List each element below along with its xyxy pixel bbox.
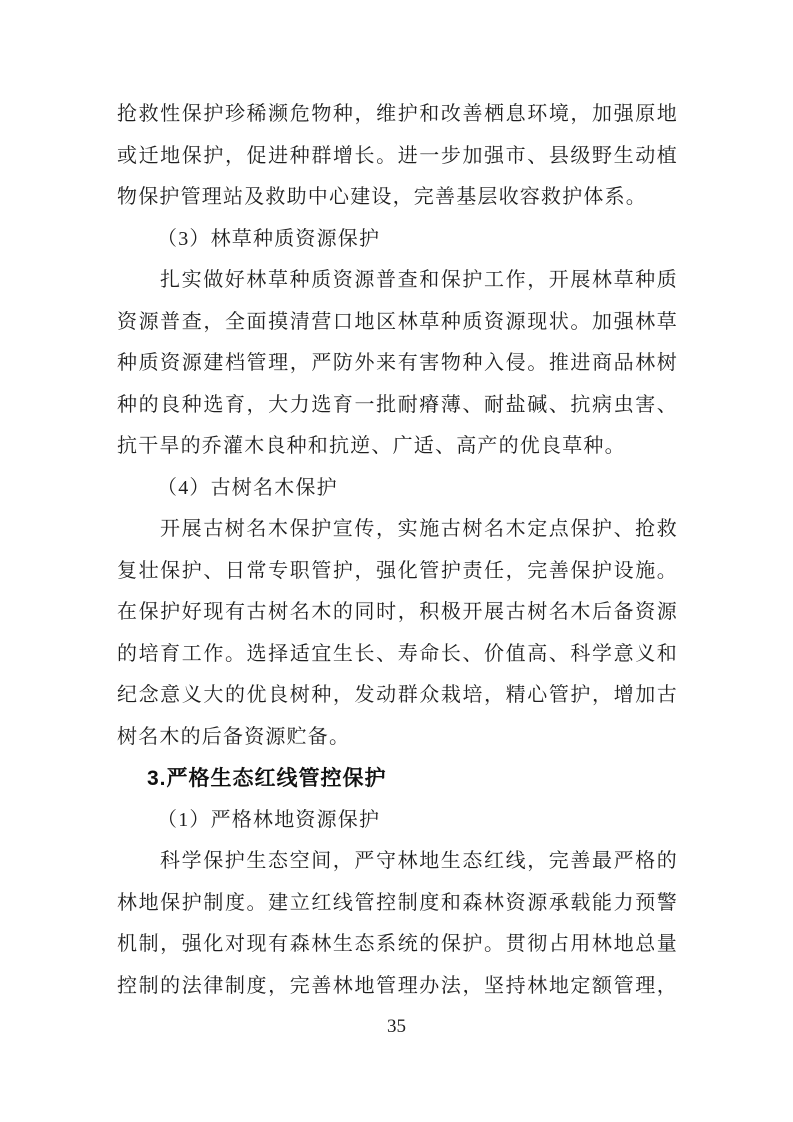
text-line-15: 纪念意义大的优良树种，发动群众栽培，精心管护，增加古	[117, 684, 678, 706]
text-line-14: 的培育工作。选择适宜生长、寿命长、价值高、科学意义和	[117, 642, 678, 665]
text-line-3: 物保护管理站及救助中心建设，完善基层收容救护体系。	[117, 186, 647, 208]
text-line-8: 种的良种选育，大力选育一批耐瘠薄、耐盐碱、抗病虫害、	[117, 393, 678, 416]
text-line-17: 3.严格生态红线管控保护	[147, 767, 387, 790]
text-line-20: 林地保护制度。建立红线管控制度和森林资源承载能力预警	[117, 891, 678, 914]
text-line-4: （3）林草种质资源保护	[157, 227, 381, 250]
text-line-6: 资源普查，全面摸清营口地区林草种质资源现状。加强林草	[117, 310, 678, 333]
text-line-5: 扎实做好林草种质资源普查和保护工作，开展林草种质	[160, 269, 678, 291]
text-line-18: （1）严格林地资源保护	[157, 808, 381, 831]
text-line-16: 树名木的后备资源贮备。	[117, 725, 351, 748]
text-line-9: 抗干旱的乔灌木良种和抗逆、广适、高产的优良草种。	[117, 435, 626, 457]
text-line-12: 复壮保护、日常专职管护，强化管护责任，完善保护设施。	[117, 559, 678, 582]
text-line-1: 抢救性保护珍稀濒危物种，维护和改善栖息环境，加强原地	[117, 103, 678, 125]
document-text-block	[117, 94, 678, 1007]
text-line-2: 或迁地保护，促进种群增长。进一步加强市、县级野生动植	[117, 144, 678, 167]
text-line-7: 种质资源建档管理，严防外来有害物种入侵。推进商品林树	[117, 352, 678, 374]
text-line-19: 科学保护生态空间，严守林地生态红线，完善最严格的	[160, 850, 678, 872]
text-line-13: 在保护好现有古树名木的同时，积极开展古树名木后备资源	[117, 601, 678, 623]
text-line-11: 开展古树名木保护宣传，实施古树名木定点保护、抢救	[160, 518, 678, 540]
page-number: 35	[387, 1016, 406, 1037]
text-line-10: （4）古树名木保护	[157, 476, 338, 499]
text-line-21: 机制，强化对现有森林生态系统的保护。贯彻占用林地总量	[117, 933, 678, 955]
text-line-22: 控制的法律制度，完善林地管理办法，坚持林地定额管理，	[117, 974, 678, 997]
